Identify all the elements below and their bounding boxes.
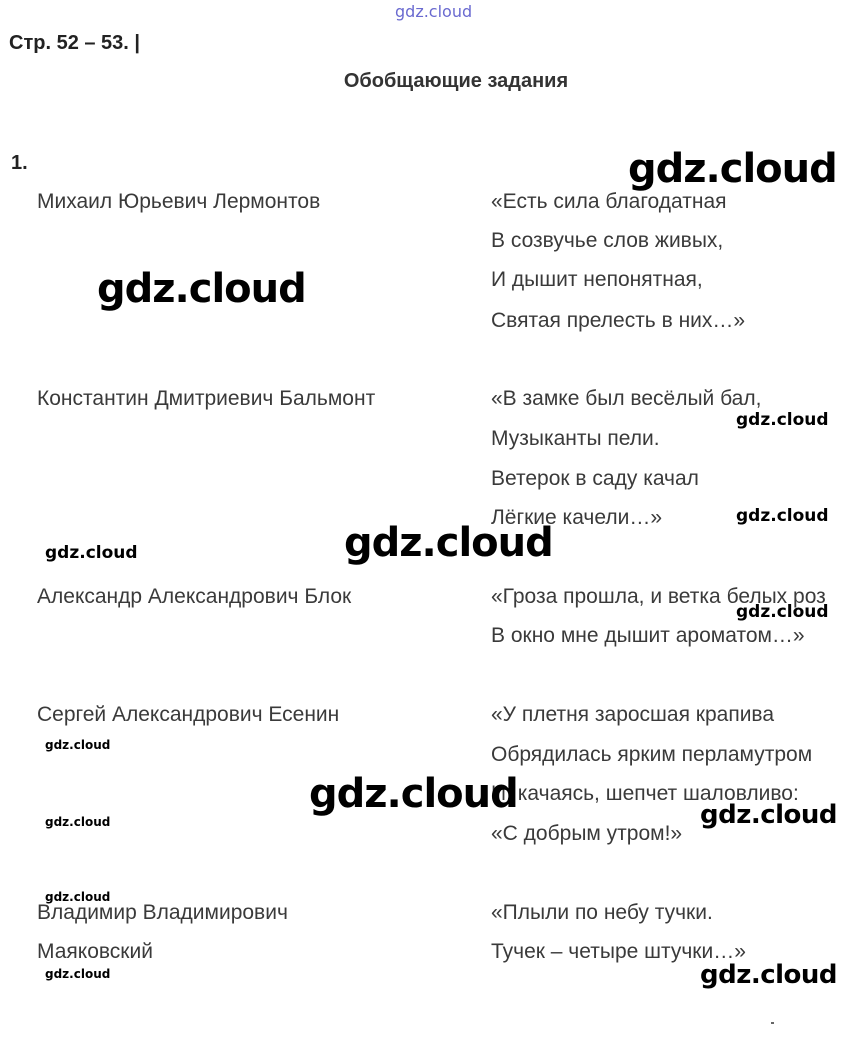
- quote-line: В окно мне дышит ароматом…»: [491, 624, 805, 647]
- watermark: gdz.cloud: [736, 410, 829, 430]
- author-name: Маяковский: [37, 940, 153, 963]
- author-name: Константин Дмитриевич Бальмонт: [37, 387, 376, 410]
- watermark: gdz.cloud: [700, 800, 838, 830]
- watermark: gdz.cloud: [736, 602, 829, 622]
- author-name: Сергей Александрович Есенин: [37, 703, 340, 726]
- watermark: gdz.cloud: [736, 506, 829, 526]
- author-name: Владимир Владимирович: [37, 901, 288, 924]
- quote-line: «В замке был весёлый бал,: [491, 387, 762, 410]
- quote-line: Лёгкие качели…»: [491, 506, 663, 529]
- watermark: gdz.cloud: [344, 520, 553, 566]
- section-title: Обобщающие задания: [343, 70, 569, 92]
- quote-line: Ветерок в саду качал: [491, 467, 699, 490]
- watermark: gdz.cloud: [45, 967, 111, 981]
- quote-line: Тучек – четыре штучки…»: [491, 940, 746, 963]
- watermark: gdz.cloud: [45, 543, 138, 563]
- watermark: gdz.cloud: [309, 771, 518, 817]
- watermark: gdz.cloud: [97, 266, 306, 312]
- author-name: Александр Александрович Блок: [37, 585, 352, 608]
- quote-line: «С добрым утром!»: [491, 822, 683, 845]
- task-number: 1.: [11, 152, 28, 174]
- quote-line: Музыканты пели.: [491, 427, 660, 450]
- watermark: gdz.cloud: [628, 146, 837, 192]
- watermark: gdz.cloud: [700, 960, 838, 990]
- quote-line: В созвучье слов живых,: [491, 229, 724, 252]
- quote-line: И дышит непонятная,: [491, 268, 703, 291]
- quote-line: «Плыли по небу тучки.: [491, 901, 713, 924]
- stray-mark: [771, 1022, 774, 1024]
- quote-line: «У плетня заросшая крапива: [491, 703, 775, 726]
- watermark: gdz.cloud: [395, 2, 473, 21]
- watermark: gdz.cloud: [45, 815, 111, 829]
- quote-line: «Гроза прошла, и ветка белых роз: [491, 585, 826, 608]
- quote-line: «Есть сила благодатная: [491, 190, 727, 213]
- quote-line: Обрядилась ярким перламутром: [491, 743, 813, 766]
- author-name: Михаил Юрьевич Лермонтов: [37, 190, 321, 213]
- quote-line: Святая прелесть в них…»: [491, 309, 746, 332]
- watermark: gdz.cloud: [45, 890, 111, 904]
- quote-line: И, качаясь, шепчет шаловливо:: [491, 782, 799, 805]
- page-header: Стр. 52 – 53. |: [9, 32, 141, 54]
- watermark: gdz.cloud: [45, 738, 111, 752]
